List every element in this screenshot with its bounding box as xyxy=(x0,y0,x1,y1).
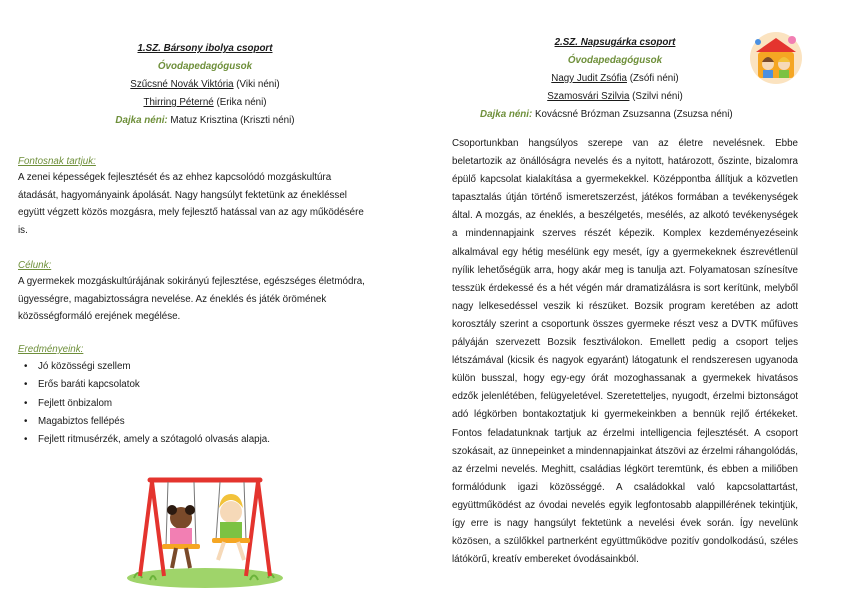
right-teacher-1 xyxy=(470,70,760,88)
left-results-list xyxy=(18,358,378,449)
left-group-title: 1.SZ. Bársony ibolya csoport xyxy=(137,43,273,54)
left-important-label: Fontosnak tartjuk: xyxy=(18,156,96,167)
right-teacher-2 xyxy=(470,88,760,106)
right-nanny xyxy=(480,106,820,124)
left-teacher-1 xyxy=(60,76,350,94)
left-goal-text: A gyermekek mozgáskultúrájának sokirányú fejlesztése, egészséges életmódra, ügyességre, magabiztosságra nevelése. Az éneklés és játék örömének közösségformáló erejének megélése. xyxy=(18,276,365,323)
list-item: • Magabiztos fellépés xyxy=(38,413,378,431)
left-teachers-label: Óvodapedagógusok xyxy=(157,61,253,72)
right-nanny-name: Kovácsné Brózman Zsuzsanna (Zsuzsa néni) xyxy=(532,109,733,120)
left-teacher-1-nick: (Viki néni) xyxy=(233,79,280,90)
right-teacher-1-name: Nagy Judit Zsófia xyxy=(551,73,627,84)
left-teacher-2-name: Thirring Péterné xyxy=(143,97,214,108)
right-nanny-label: Dajka néni: xyxy=(480,109,533,120)
left-important-section xyxy=(18,156,374,239)
right-teacher-2-nick: (Szilvi néni) xyxy=(629,91,683,102)
left-teacher-1-name: Szűcsné Novák Viktória xyxy=(130,79,234,90)
right-teacher-2-name: Szamosvári Szilvia xyxy=(547,91,630,102)
left-teacher-2-nick: (Erika néni) xyxy=(213,97,267,108)
left-nanny xyxy=(60,112,350,130)
swing-illustration xyxy=(120,470,290,588)
left-nanny-name: Matuz Krisztina (Kriszti néni) xyxy=(167,115,295,126)
kids-illustration xyxy=(748,30,804,86)
swing-right xyxy=(212,482,250,560)
right-teachers-label: Óvodapedagógusok xyxy=(567,55,663,66)
left-results-label: Eredményeink: xyxy=(18,344,84,355)
left-important-text: A zenei képességek fejlesztését és az ehhez kapcsolódó mozgáskultúra átadását, hagyományaink ápolását. Nagy hangsúlyt fektetünk az énekléssel együtt végzett közös mozgásra, mely fejlesztő hatással van az agy működésére is. xyxy=(18,172,364,236)
list-item: • Jó közösségi szellem xyxy=(38,358,378,376)
left-goal-label: Célunk: xyxy=(18,260,52,271)
left-header xyxy=(60,40,350,130)
list-item: • Fejlett ritmusérzék, amely a szótagoló olvasás alapja. xyxy=(38,431,378,449)
swing-frame xyxy=(140,480,270,576)
left-results-section xyxy=(18,344,378,449)
swing-left xyxy=(162,482,200,568)
left-nanny-label: Dajka néni: xyxy=(115,115,168,126)
left-goal-section xyxy=(18,260,374,326)
right-body-text: Csoportunkban hangsúlyos szerepe van az életre nevelésnek. Ebbe beletartozik az önállóságra nevelés és a nyitott, határozott, őszinte, bizalomra épülő kapcsolat kialakítása a gyermekekkel. Középpontba állítjuk a közvetlen tapasztalás útján történő ismeretszerzést, játékos formában a tevékenységek által. A mozgás, az éneklés, a beszélgetés, mesélés, az alkotó tevékenységek a mindennapjaink szerves részét képezik. Komplex kezdeményezéseink alkalmával egy hétig mesélünk egy mesét, így a gyermekeknek észrevétlenül nyílik lehetőségük arra, hogy akár meg is tanulja azt. Folyamatosan színesítve tesszük érdekessé és a hét végén már dramatizálásra is sort kerítünk, melyből nagy lelkesedéssel veszik ki részüket. Bozsik program keretében az adott korosztály szerint a csoportunk összes gyermeke részt vesz a DVTK műfüves pályáján szervezett Bozsik fesztiválokon. Emellett pedig a csoport teljes létszámával (kicsik és nagyok egyaránt) látogatunk el rendszeresen ugyanoda külön busszal, hogy egy-egy órát mozoghassanak a gyermekek hivatásos edzők jelenlétében, felügyeletével. Szeretetteljes, nyugodt, érzelmi biztonságot adó légkörben bontakoztatjuk ki gyermekeinkben a bennük rejlő értékeket. Fontos feladatunknak tartjuk az érzelmi intelligencia fejlesztését. A csoport szokásait, az ünnepeinket a mindennapjainkat átszövi az érzelmi ráhangolódás, az érzelmi nevelés. Meghitt, családias légkört teremtünk, és ebben a miliőben formálódunk igazi közösséggé. A családokkal való kapcsolattartást, együttműködést az óvodai nevelés egyik legfontosabb alappillérének tekintjük, így erre is nagy hangsúlyt fektetünk a nevelési évek során. Így nevelünk közösen, a szülőkkel partnerként együttműködve pozitív gondolkodású, széles látókörű, kreatív embereket óvodásainkból. xyxy=(452,138,798,566)
right-group-title: 2.SZ. Napsugárka csoport xyxy=(554,37,676,48)
left-teacher-2 xyxy=(60,94,350,112)
right-teacher-1-nick: (Zsófi néni) xyxy=(626,73,679,84)
list-item: • Fejlett önbizalom xyxy=(38,395,378,413)
right-header xyxy=(470,34,760,106)
list-item: • Erős baráti kapcsolatok xyxy=(38,376,378,394)
